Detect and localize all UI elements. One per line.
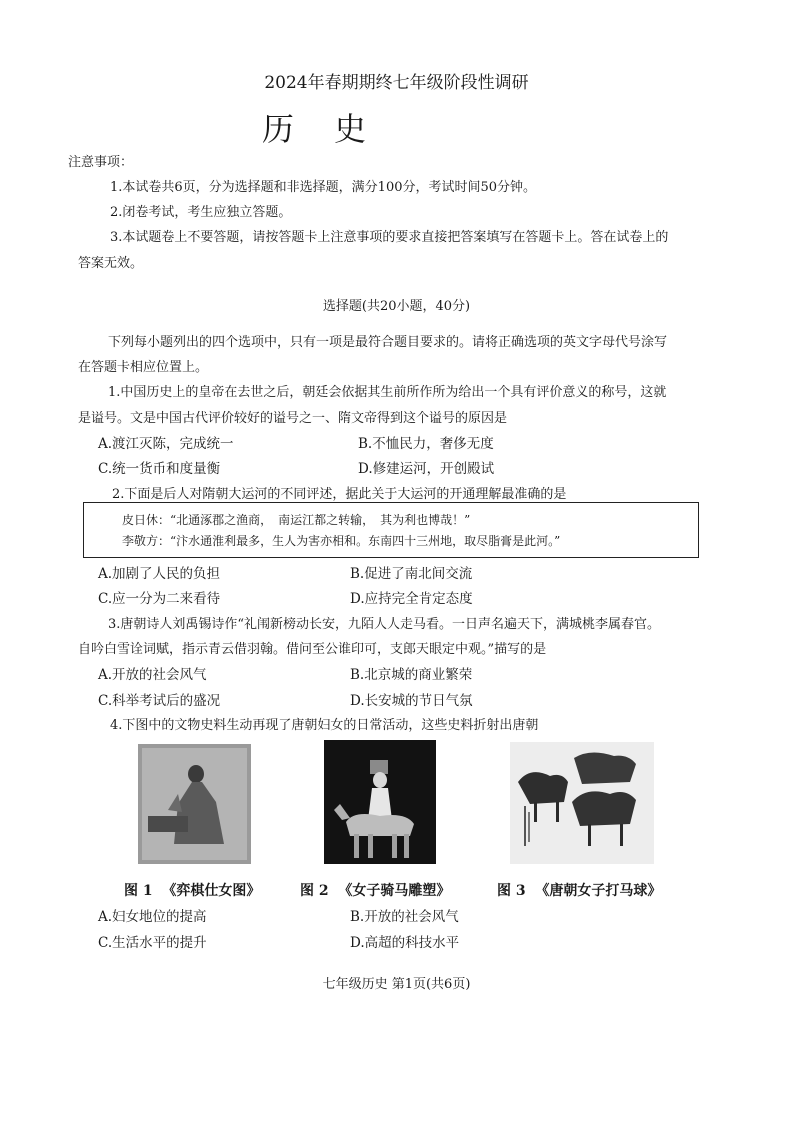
page-footer: 七年级历史 第1页(共6页)	[322, 977, 471, 992]
figure-3-image	[510, 742, 654, 864]
question-3-stem: 自吟白雪诠词赋，指示青云借羽翰。借问至公谁印可，支郎天眼定中观。”描写的是	[78, 642, 547, 657]
question-4-option-b[interactable]: B.开放的社会风气	[350, 909, 459, 925]
notice-item: 2.闭卷考试，考生应独立答题。	[110, 205, 292, 220]
figure-2-drawing	[324, 740, 436, 864]
figure-2-title: 《女子骑马雕塑》	[338, 883, 451, 899]
question-3-option-a[interactable]: A.开放的社会风气	[98, 667, 207, 683]
question-3-option-c[interactable]: C.科举考试后的盛况	[98, 693, 221, 709]
question-1-option-d[interactable]: D.修建运河，开创殿试	[358, 461, 495, 477]
figure-3-title: 《唐朝女子打马球》	[535, 883, 662, 899]
question-1-stem: 是谥号。文是中国古代评价较好的谥号之一、隋文帝得到这个谥号的原因是	[78, 411, 508, 426]
question-3-stem: 3.唐朝诗人刘禹锡诗作“礼闱新榜动长安，九陌人人走马看。一日声名遍天下，满城桃李属春官。	[108, 617, 661, 632]
section-instructions: 在答题卡相应位置上。	[78, 360, 209, 375]
figure-2-label: 图 2	[300, 883, 329, 899]
question-3-option-d[interactable]: D.长安城的节日气氛	[350, 693, 473, 709]
question-4-stem: 4.下图中的文物史料生动再现了唐朝妇女的日常活动，这些史料折射出唐朝	[110, 718, 539, 733]
figure-3-drawing	[510, 742, 654, 864]
notice-item: 1.本试卷共6页，分为选择题和非选择题，满分100分，考试时间50分钟。	[110, 180, 537, 195]
quote-box	[83, 502, 699, 558]
figure-2-image	[324, 740, 436, 864]
question-2-option-c[interactable]: C.应一分为二来看待	[98, 591, 221, 607]
question-1-option-b[interactable]: B.不恤民力，奢侈无度	[358, 436, 494, 452]
figure-3-caption	[497, 880, 661, 900]
exam-title: 2024年春期期终七年级阶段性调研	[264, 73, 529, 93]
notice-item: 3.本试题卷上不要答题，请按答题卡上注意事项的要求直接把答案填写在答题卡上。答在试卷上的	[110, 230, 669, 245]
figure-1-drawing	[138, 744, 251, 864]
question-2-option-b[interactable]: B.促进了南北间交流	[350, 566, 473, 582]
question-2-option-d[interactable]: D.应持完全肯定态度	[350, 591, 473, 607]
question-4-option-d[interactable]: D.高超的科技水平	[350, 935, 460, 951]
question-4-option-a[interactable]: A.妇女地位的提高	[98, 909, 207, 925]
subject-title: 历史	[262, 110, 407, 148]
figure-1-label: 图 1	[124, 883, 153, 899]
notice-heading: 注意事项：	[68, 155, 134, 170]
figure-2-caption	[300, 880, 450, 900]
question-1-option-a[interactable]: A.渡江灭陈，完成统一	[98, 436, 234, 452]
quote-pirixiu: 皮日休：“北通涿郡之渔商， 南运江都之转输， 其为利也博哉！”	[122, 513, 471, 527]
question-2-stem: 2.下面是后人对隋朝大运河的不同评述，据此关于大运河的开通理解最准确的是	[112, 487, 567, 502]
notice-item: 答案无效。	[78, 256, 144, 271]
figure-1-title: 《弈棋仕女图》	[162, 883, 261, 899]
question-4-option-c[interactable]: C.生活水平的提升	[98, 935, 207, 951]
figure-3-label: 图 3	[497, 883, 526, 899]
question-1-option-c[interactable]: C.统一货币和度量衡	[98, 461, 221, 477]
figure-1-image	[138, 744, 251, 864]
question-1-stem: 1.中国历史上的皇帝在去世之后，朝廷会依据其生前所作所为给出一个具有评价意义的称号，这就	[108, 385, 667, 400]
question-2-option-a[interactable]: A.加剧了人民的负担	[98, 566, 221, 582]
quote-lijingfang: 李敬方：“汴水通淮利最多，生人为害亦相和。东南四十三州地，取尽脂膏是此河。”	[122, 534, 561, 548]
question-3-option-b[interactable]: B.北京城的商业繁荣	[350, 667, 473, 683]
figure-1-caption	[124, 880, 260, 900]
section-title: 选择题(共20小题，40分)	[322, 299, 471, 314]
section-instructions: 下列每小题列出的四个选项中，只有一项是最符合题目要求的。请将正确选项的英文字母代号涂写	[108, 335, 668, 350]
